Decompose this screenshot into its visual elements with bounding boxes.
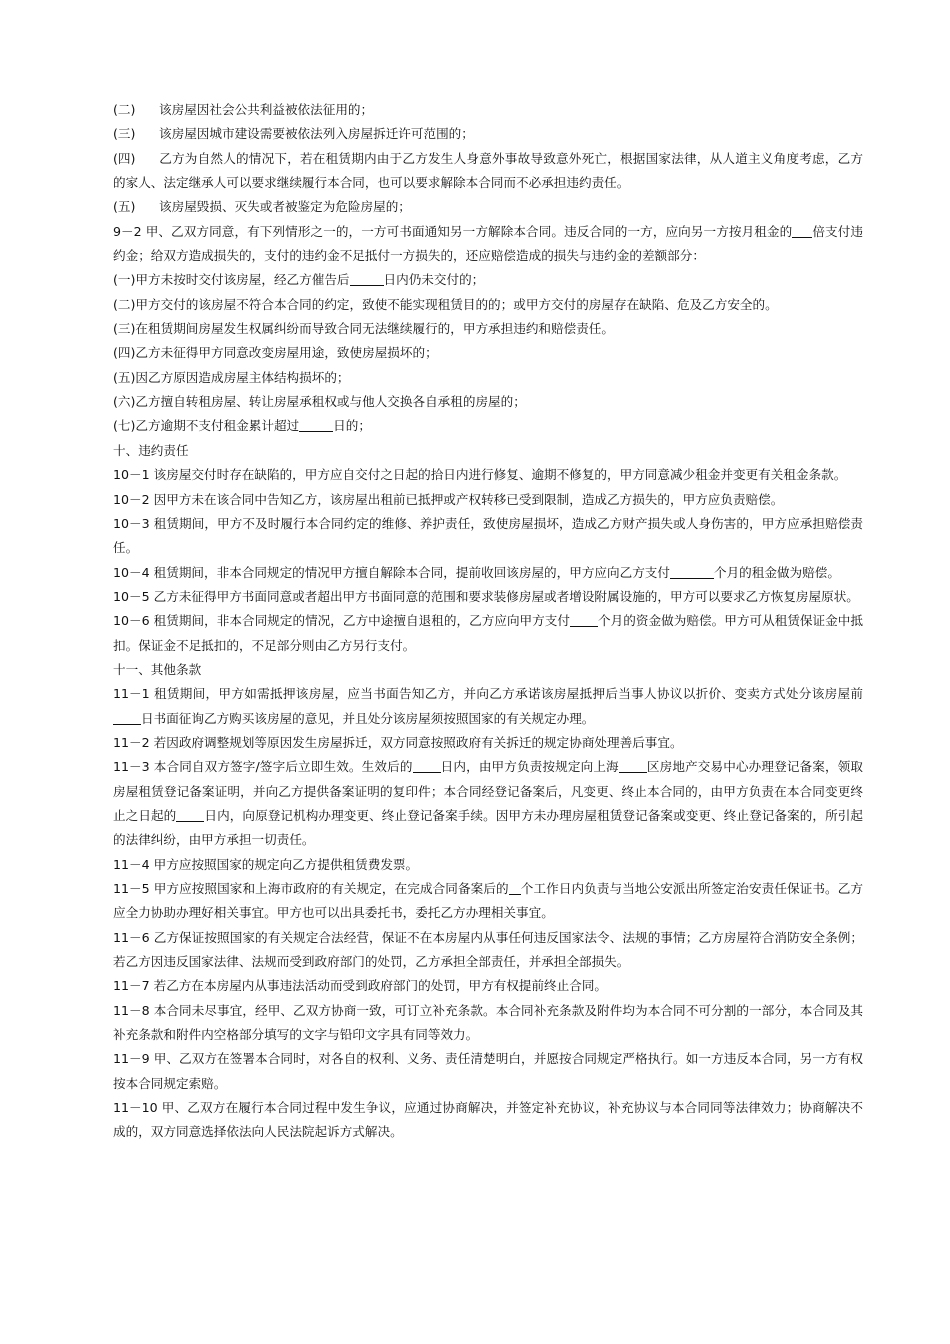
paragraph	[113, 414, 863, 438]
paragraph	[113, 220, 863, 269]
fill-in-blank	[792, 223, 812, 238]
paragraph	[113, 268, 863, 292]
paragraph	[113, 561, 863, 585]
fill-in-blank	[113, 710, 141, 725]
paragraph	[113, 682, 863, 731]
paragraph-text: 10－4 租赁期间，非本合同规定的情况甲方擅自解除本合同，提前收回该房屋的，甲方应向乙方支付	[113, 564, 670, 580]
paragraph-text: 11－3 本合同自双方签字/签字后立即生效。生效后的	[113, 759, 413, 775]
paragraph: 10－5 乙方未征得甲方书面同意或者超出甲方书面同意的范围和要求装修房屋或者增设附属设施的，甲方可以要求乙方恢复房屋原状。	[113, 588, 859, 604]
fill-in-blank	[350, 271, 384, 286]
paragraph: 11－2 若因政府调整规划等原因发生房屋拆迁，双方同意按照政府有关拆迁的规定协商处理善后事宜。	[113, 734, 683, 750]
list-marker: (二)	[113, 102, 136, 117]
document-body	[113, 98, 863, 1145]
fill-in-blank	[299, 417, 333, 432]
paragraph	[113, 147, 863, 196]
fill-in-blank	[670, 564, 714, 579]
paragraph-text: 10－6 租赁期间，非本合同规定的情况，乙方中途擅自退租的，乙方应向甲方支付	[113, 613, 571, 629]
paragraph: (六)乙方擅自转租房屋、转让房屋承租权或与他人交换各自承租的房屋的；	[113, 394, 526, 410]
list-marker: (三)	[113, 126, 136, 142]
paragraph: 11－7 若乙方在本房屋内从事违法活动而受到政府部门的处罚，甲方有权提前终止合同。	[113, 978, 608, 994]
paragraph	[113, 122, 863, 146]
paragraph-text: (一)甲方未按时交付该房屋，经乙方催告后	[113, 272, 350, 288]
paragraph: (五)因乙方原因造成房屋主体结构损坏的；	[113, 369, 350, 385]
paragraph-text: 该房屋毁损、灭失或者被鉴定为危险房屋的；	[159, 199, 411, 215]
fill-in-blank	[509, 880, 521, 895]
paragraph: 11－4 甲方应按照国家的规定向乙方提供租赁费发票。	[113, 856, 419, 872]
paragraph-text: 个工作日内负责与当地公安派出所签定治安责任保证书。乙方应全力协助办理好相关事宜。甲方也可以出具委托书，委托乙方办理相关事宜。	[113, 881, 864, 921]
paragraph-text: 11－5 甲方应按照国家和上海市政府的有关规定，在完成合同备案后的	[113, 881, 509, 896]
paragraph	[113, 609, 863, 658]
paragraph-text: 日内，由甲方负责按规定向上海	[440, 759, 619, 775]
paragraph-text: 日内仍未交付的；	[383, 272, 485, 288]
paragraph: 11－6 乙方保证按照国家的有关规定合法经营，保证不在本房屋内从事任何违反国家法令、法规的事情；乙方房屋符合消防安全条例；若乙方因违反国家法律、法规而受到政府部门的处罚，乙方承担全部责任，并承担全部损失。	[113, 929, 863, 970]
paragraph: (三)在租赁期间房屋发生权属纠纷而导致合同无法继续履行的，甲方承担违约和赔偿责任。	[113, 321, 614, 337]
fill-in-blank	[570, 612, 598, 627]
fill-in-blank	[619, 758, 647, 773]
paragraph	[113, 98, 863, 122]
paragraph-text: 日的；	[333, 418, 371, 434]
paragraph: 10－1 该房屋交付时存在缺陷的，甲方应自交付之日起的拾日内进行修复、逾期不修复的，甲方同意减少租金并变更有关租金条款。	[113, 467, 847, 483]
paragraph-text: 该房屋因社会公共利益被依法征用的；	[159, 102, 374, 117]
list-marker: (四)	[113, 150, 136, 166]
fill-in-blank	[413, 758, 441, 773]
paragraph: 10－2 因甲方未在该合同中告知乙方，该房屋出租前已抵押或产权转移已受到限制，造成乙方损失的，甲方应负责赔偿。	[113, 491, 784, 507]
paragraph: (四)乙方未征得甲方同意改变房屋用途，致使房屋损坏的；	[113, 345, 438, 361]
paragraph-text: 日书面征询乙方购买该房屋的意见，并且处分该房屋须按照国家的有关规定办理。	[141, 710, 595, 726]
paragraph	[113, 195, 863, 219]
paragraph-text: 9－2 甲、乙双方同意，有下列情形之一的，一方可书面通知另一方解除本合同。违反合同的一方，应向另一方按月租金的	[113, 223, 793, 239]
paragraph-text: 个月的资金做为赔偿。甲方可从租赁保证金中抵扣。保证金不足抵扣的，不足部分则由乙方另行支付。	[113, 613, 863, 653]
paragraph-text: 个月的租金做为赔偿。	[713, 564, 840, 580]
paragraph-text: 区房地产交易中心办理登记备案，领取房屋租赁登记备案证明，并向乙方提供备案证明的复印件；本合同经登记备案后，凡变更、终止本合同的，由甲方负责在本合同变更终止之日起的	[113, 759, 864, 823]
paragraph-text: 日内，向原登记机构办理变更、终止登记备案手续。因甲方未办理房屋租赁登记备案或变更、终止登记备案的，所引起的法律纠纷，由甲方承担一切责任。	[113, 807, 864, 848]
paragraph: 十一、其他条款	[113, 661, 202, 677]
paragraph	[113, 877, 863, 926]
paragraph: 11－10 甲、乙双方在履行本合同过程中发生争议，应通过协商解决，并签定补充协议，补充协议与本合同同等法律效力；协商解决不成的，双方同意选择依法向人民法院起诉方式解决。	[113, 1100, 863, 1140]
paragraph-text: 11－1 租赁期间，甲方如需抵押该房屋，应当书面告知乙方，并向乙方承诺该房屋抵押后当事人协议以折价、变卖方式处分该房屋前	[113, 686, 863, 702]
paragraph: 11－8 本合同未尽事宜，经甲、乙双方协商一致，可订立补充条款。本合同补充条款及附件均为本合同不可分割的一部分，本合同及其补充条款和附件内空格部分填写的文字与铅印文字具有同等效力。	[113, 1002, 863, 1043]
paragraph-text: 乙方为自然人的情况下，若在租赁期内由于乙方发生人身意外事故导致意外死亡，根据国家法律，从人道主义角度考虑，乙方的家人、法定继承人可以要求继续履行本合同，也可以要求解除本合同而不必承担违约责任。	[113, 150, 863, 191]
paragraph: 11－9 甲、乙双方在签署本合同时，对各自的权利、义务、责任清楚明白，并愿按合同规定严格执行。如一方违反本合同，另一方有权按本合同规定索赔。	[113, 1051, 863, 1091]
list-marker: (五)	[113, 199, 136, 215]
paragraph-text: 该房屋因城市建设需要被依法列入房屋拆迁许可范围的；	[159, 126, 474, 142]
fill-in-blank	[176, 807, 204, 822]
paragraph-text: (七)乙方逾期不支付租金累计超过	[113, 418, 300, 434]
paragraph	[113, 755, 863, 852]
paragraph: 十、违约责任	[113, 442, 189, 458]
paragraph: (二)甲方交付的该房屋不符合本合同的约定，致使不能实现租赁目的的；或甲方交付的房屋存在缺陷、危及乙方安全的。	[113, 296, 778, 312]
paragraph: 10－3 租赁期间，甲方不及时履行本合同约定的维修、养护责任，致使房屋损坏，造成乙方财产损失或人身伤害的，甲方应承担赔偿责任。	[113, 515, 863, 556]
paragraph-text: 倍支付违约金；给双方造成损失的，支付的违约金不足抵付一方损失的，还应赔偿造成的损失与违约金的差额部分：	[113, 223, 864, 264]
